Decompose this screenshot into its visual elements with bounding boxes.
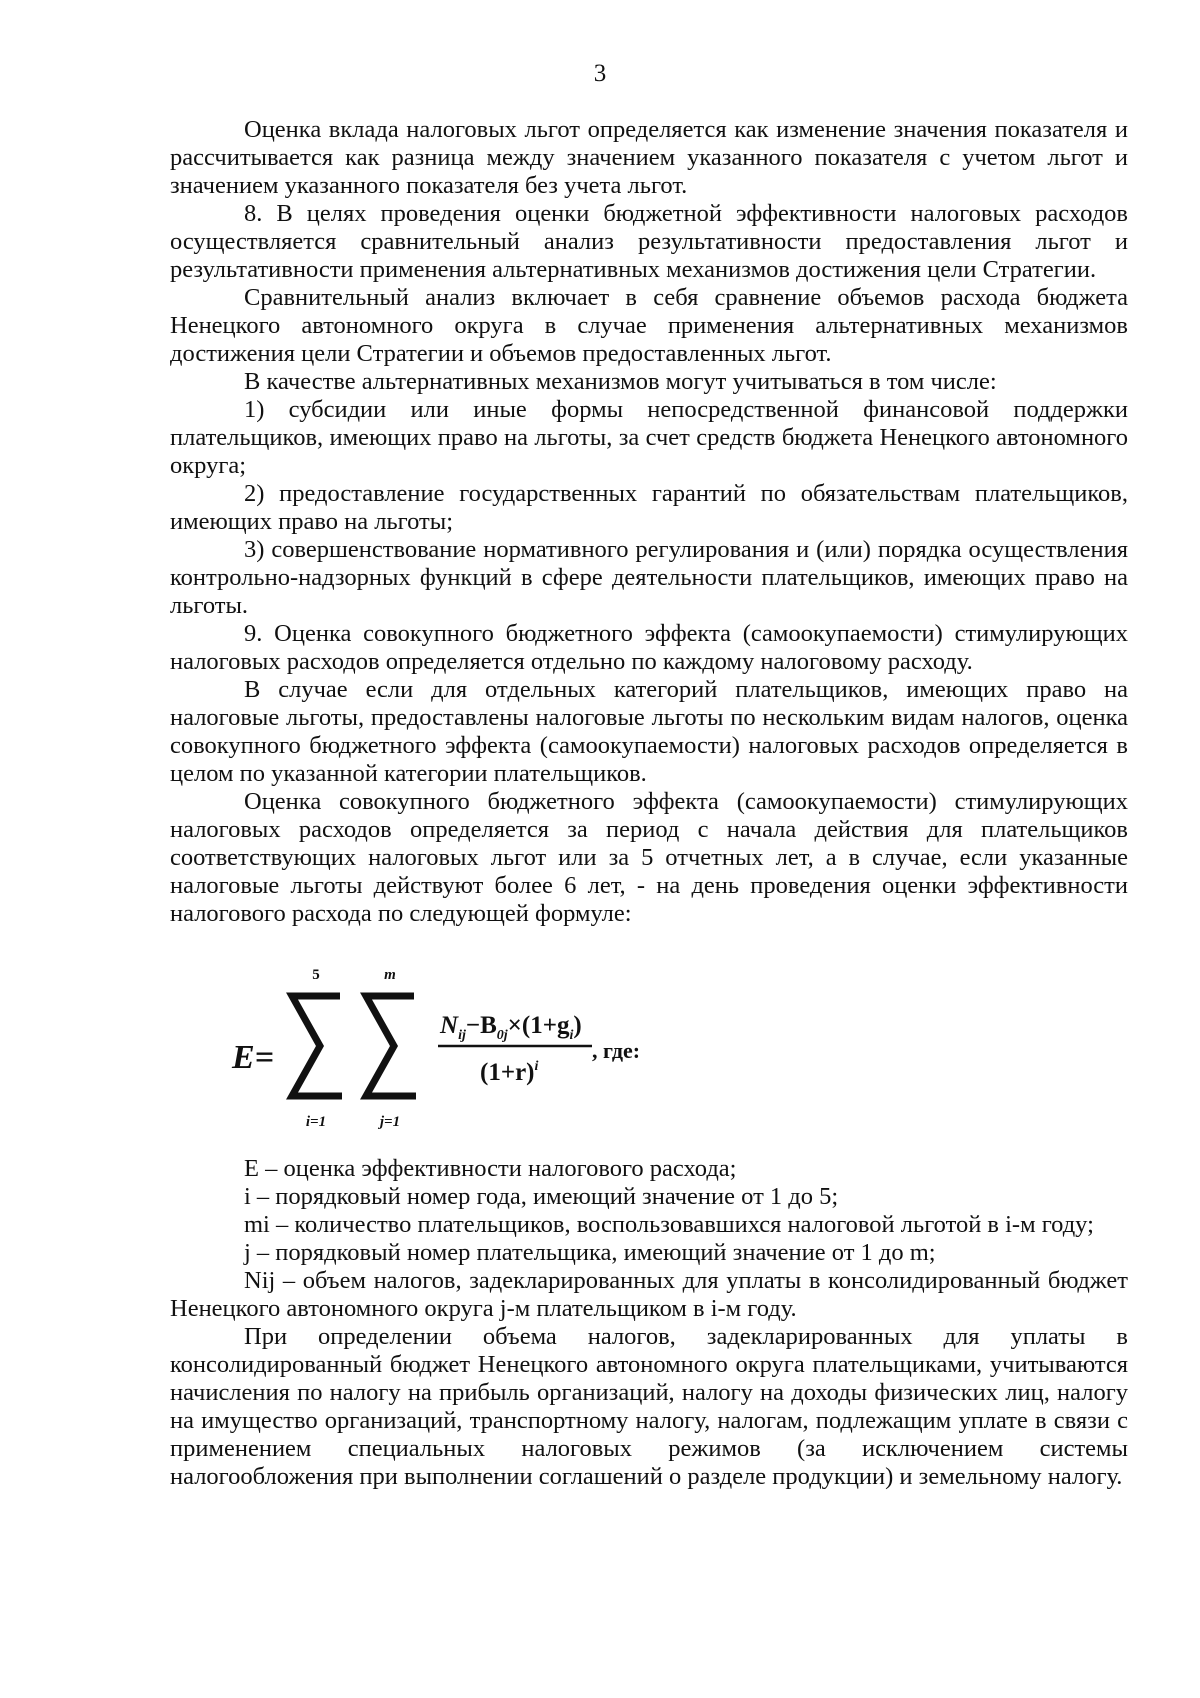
definition-e: E – оценка эффективности налогового расхода;	[244, 1155, 737, 1182]
paragraph: При определении объема налогов, задекларированных для уплаты в консолидированный бюджет Ненецкого автономного округа плательщиками, учитываются начисления по налогу на прибыль организаций, налогу на доходы физических лиц, налогу на имущество организаций, транспортному налогу, налогам, подлежащим уплате в связи с применением специальных налоговых режимов (за исключением системы налогообложения при выполнении соглашений о разделе продукции) и земельному налогу.	[170, 1323, 1128, 1490]
sum1-lower: i=1	[305, 1114, 327, 1130]
formula-tail: , где:	[592, 1038, 641, 1063]
formula-lhs: E=	[232, 1039, 275, 1076]
paragraph: Сравнительный анализ включает в себя сравнение объемов расхода бюджета Ненецкого автономного округа в случае применения альтернативных механизмов достижения цели Стратегии и объемов предоставленных льгот.	[170, 284, 1128, 367]
body-text-bottom	[170, 1155, 1128, 1491]
paragraph: Оценка вклада налоговых льгот определяется как изменение значения показателя и рассчитывается как разница между значением указанного показателя с учетом льгот и значением указанного показателя без учета льгот.	[170, 116, 1128, 199]
formula-graphic	[230, 968, 750, 1138]
denominator: $(1+r)^i$	[480, 1059, 539, 1086]
paragraph: В случае если для отдельных категорий плательщиков, имеющих право на налоговые льготы, предоставлены налоговые льготы по нескольким видам налогов, оценка совокупного бюджетного эффекта (самоокупаемости) налоговых расходов определяется в целом по указанной категории плательщиков.	[170, 676, 1128, 787]
body-text-top	[170, 116, 1128, 928]
list-item: 3) совершенствование нормативного регулирования и (или) порядка осуществления контрольно-надзорных функций в сфере деятельности плательщиков, имеющих право на льготы.	[170, 536, 1128, 619]
numerator: $N_{ij}-B_{0j}\times(1+g_i)$	[440, 1012, 582, 1043]
sigma-symbol-2	[366, 996, 416, 1096]
paragraph: 9. Оценка совокупного бюджетного эффекта (самоокупаемости) стимулирующих налоговых расходов определяется отдельно по каждому налоговому расходу.	[170, 620, 1128, 675]
sum2-upper: m	[384, 968, 396, 983]
list-item: 2) предоставление государственных гарантий по обязательствам плательщиков, имеющих право на льготы;	[170, 480, 1128, 535]
definition-i: i – порядковый номер года, имеющий значение от 1 до 5;	[244, 1183, 839, 1210]
definition-j: j – порядковый номер плательщика, имеющий значение от 1 до m;	[244, 1239, 936, 1266]
sum1-upper: 5	[312, 968, 320, 983]
sigma-symbol-1	[292, 996, 342, 1096]
paragraph: Оценка совокупного бюджетного эффекта (самоокупаемости) стимулирующих налоговых расходов определяется за период с начала действия для плательщиков соответствующих налоговых льгот или за 5 отчетных лет, а в случае, если указанные налоговые льготы действуют более 6 лет, - на день проведения оценки эффективности налогового расхода по следующей формуле:	[170, 788, 1128, 927]
definition-mi: mi – количество плательщиков, воспользовавшихся налоговой льготой в i-м году;	[244, 1211, 1094, 1238]
formula	[230, 968, 750, 1138]
page-number: 3	[593, 60, 607, 87]
definition-nij: Nij – объем налогов, задекларированных для уплаты в консолидированный бюджет Ненецкого автономного округа j-м плательщиком в i-м году.	[170, 1267, 1128, 1322]
paragraph: 8. В целях проведения оценки бюджетной эффективности налоговых расходов осуществляется сравнительный анализ результативности предоставления льгот и результативности применения альтернативных механизмов достижения цели Стратегии.	[170, 200, 1128, 283]
paragraph: В качестве альтернативных механизмов могут учитываться в том числе:	[244, 368, 997, 395]
sum2-lower: j=1	[379, 1114, 401, 1130]
list-item: 1) субсидии или иные формы непосредственной финансовой поддержки плательщиков, имеющих право на льготы, за счет средств бюджета Ненецкого автономного округа;	[170, 396, 1128, 479]
